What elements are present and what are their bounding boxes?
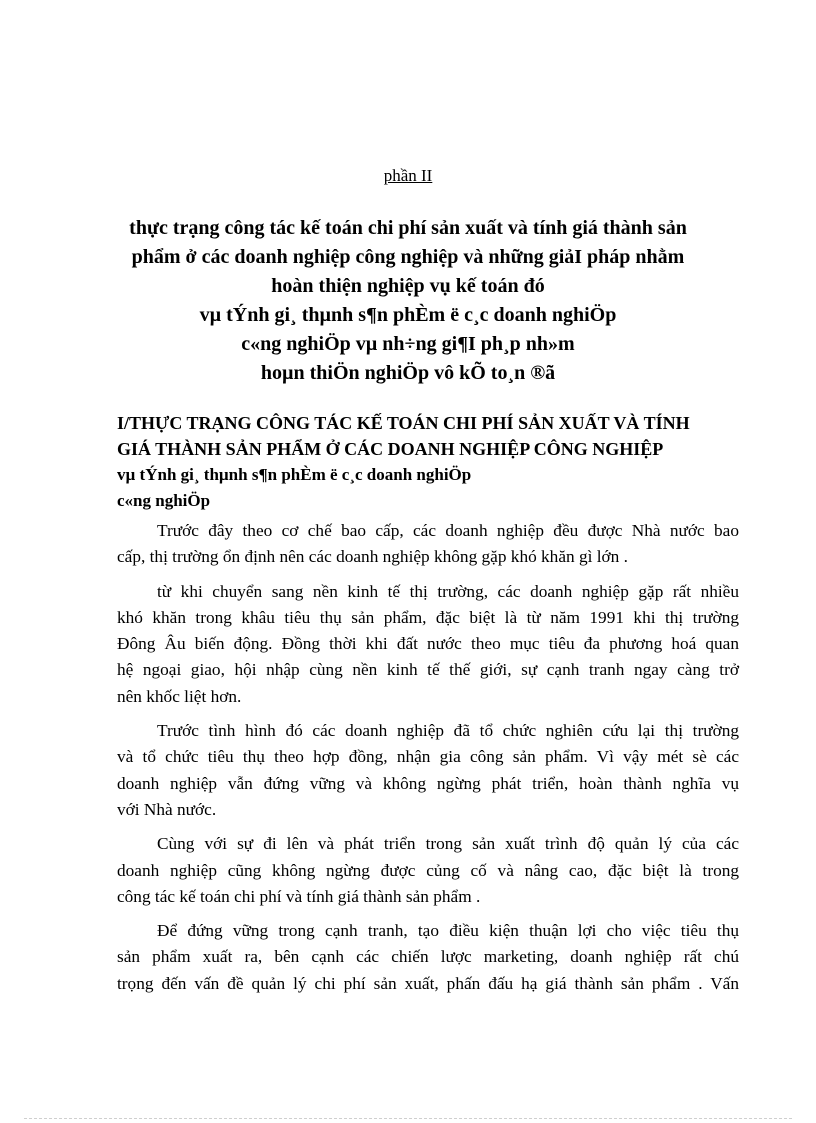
section-heading-line: vµ tÝnh gi¸ thµnh s¶n phÈm ë c¸c doanh nghiÖp bbox=[117, 465, 472, 484]
paragraph bbox=[117, 831, 739, 910]
section-heading-line: I/THỰC TRẠNG CÔNG TÁC KẾ TOÁN CHI PHÍ SẢN XUẤT VÀ TÍNH bbox=[117, 413, 690, 433]
title-line: hoµn thiÖn nghiÖp vô kÕ to¸n ®ã bbox=[260, 362, 556, 384]
title-line: c«ng nghiÖp vµ nh÷ng gi¶I ph¸p nh»m bbox=[241, 333, 575, 355]
paragraph-line: cấp, thị trường ổn định nên các doanh nghiệp không gặp khó khăn gì lớn . bbox=[117, 547, 628, 567]
paragraph-line: Đông Âu biến động. Đồng thời khi đất nước theo mục tiêu đa phương hoá quan bbox=[117, 634, 739, 654]
paragraph-line: hệ ngoại giao, hội nhập cùng nền kinh tế thế giới, sự cạnh tranh ngay càng trở bbox=[117, 660, 739, 680]
paragraph-line: khó khăn trong khâu tiêu thụ sản phẩm, đặc biệt là từ năm 1991 khi thị trường bbox=[117, 607, 739, 627]
body-text bbox=[117, 518, 739, 1005]
paragraph bbox=[117, 518, 739, 571]
part-label: phần II bbox=[383, 166, 433, 185]
paragraph bbox=[117, 918, 739, 997]
title-line: vµ tÝnh gi¸ thµnh s¶n phÈm ë c¸c doanh nghiÖp bbox=[199, 304, 617, 326]
paragraph-line: với Nhà nước. bbox=[117, 799, 217, 819]
title-line: thực trạng công tác kế toán chi phí sản xuất và tính giá thành sản bbox=[129, 217, 687, 239]
paragraph-line: từ khi chuyển sang nền kinh tế thị trường, các doanh nghiệp gặp rất nhiều bbox=[157, 581, 739, 601]
section-heading bbox=[117, 410, 757, 514]
paragraph-line: nên khốc liệt hơn. bbox=[117, 686, 242, 706]
paragraph-line: trọng đến vấn đề quản lý chi phí sản xuất, phấn đấu hạ giá thành sản phẩm . Vấn bbox=[117, 973, 739, 993]
paragraph-line: Trước tình hình đó các doanh nghiệp đã tổ chức nghiên cứu lại thị trường bbox=[157, 721, 739, 741]
paragraph bbox=[117, 718, 739, 823]
chapter-title bbox=[100, 214, 716, 388]
title-line: hoàn thiện nghiệp vụ kế toán đó bbox=[271, 275, 545, 297]
paragraph-line: Cùng với sự đi lên và phát triển trong sản xuất trình độ quản lý của các bbox=[157, 834, 739, 854]
paragraph-line: sản phẩm xuất ra, bên cạnh các chiến lược marketing, doanh nghiệp rất chú bbox=[117, 947, 739, 967]
paragraph bbox=[117, 579, 739, 710]
paragraph-line: doanh nghiệp vẫn đứng vững và không ngừng phát triển, hoàn thành nghĩa vụ bbox=[117, 773, 739, 793]
paragraph-line: công tác kế toán chi phí và tính giá thành sản phẩm . bbox=[117, 886, 481, 906]
page-bottom-divider bbox=[24, 1118, 792, 1119]
section-heading-line: c«ng nghiÖp bbox=[117, 491, 211, 510]
section-heading-line: GIÁ THÀNH SẢN PHẨM Ở CÁC DOANH NGHIỆP CÔNG NGHIỆP bbox=[117, 439, 664, 459]
paragraph-line: và tổ chức tiêu thụ theo hợp đồng, nhận gia công sản phẩm. Vì vậy mét sè các bbox=[117, 747, 739, 767]
paragraph-line: Trước đây theo cơ chế bao cấp, các doanh nghiệp đều được Nhà nước bao bbox=[157, 521, 739, 540]
paragraph-line: Để đứng vững trong cạnh tranh, tạo điều kiện thuận lợi cho việc tiêu thụ bbox=[157, 921, 739, 941]
paragraph-line: doanh nghiệp cũng không ngừng được củng cố và nâng cao, đặc biệt là trong bbox=[117, 860, 739, 880]
title-line: phẩm ở các doanh nghiệp công nghiệp và những giảI pháp nhằm bbox=[131, 246, 685, 268]
